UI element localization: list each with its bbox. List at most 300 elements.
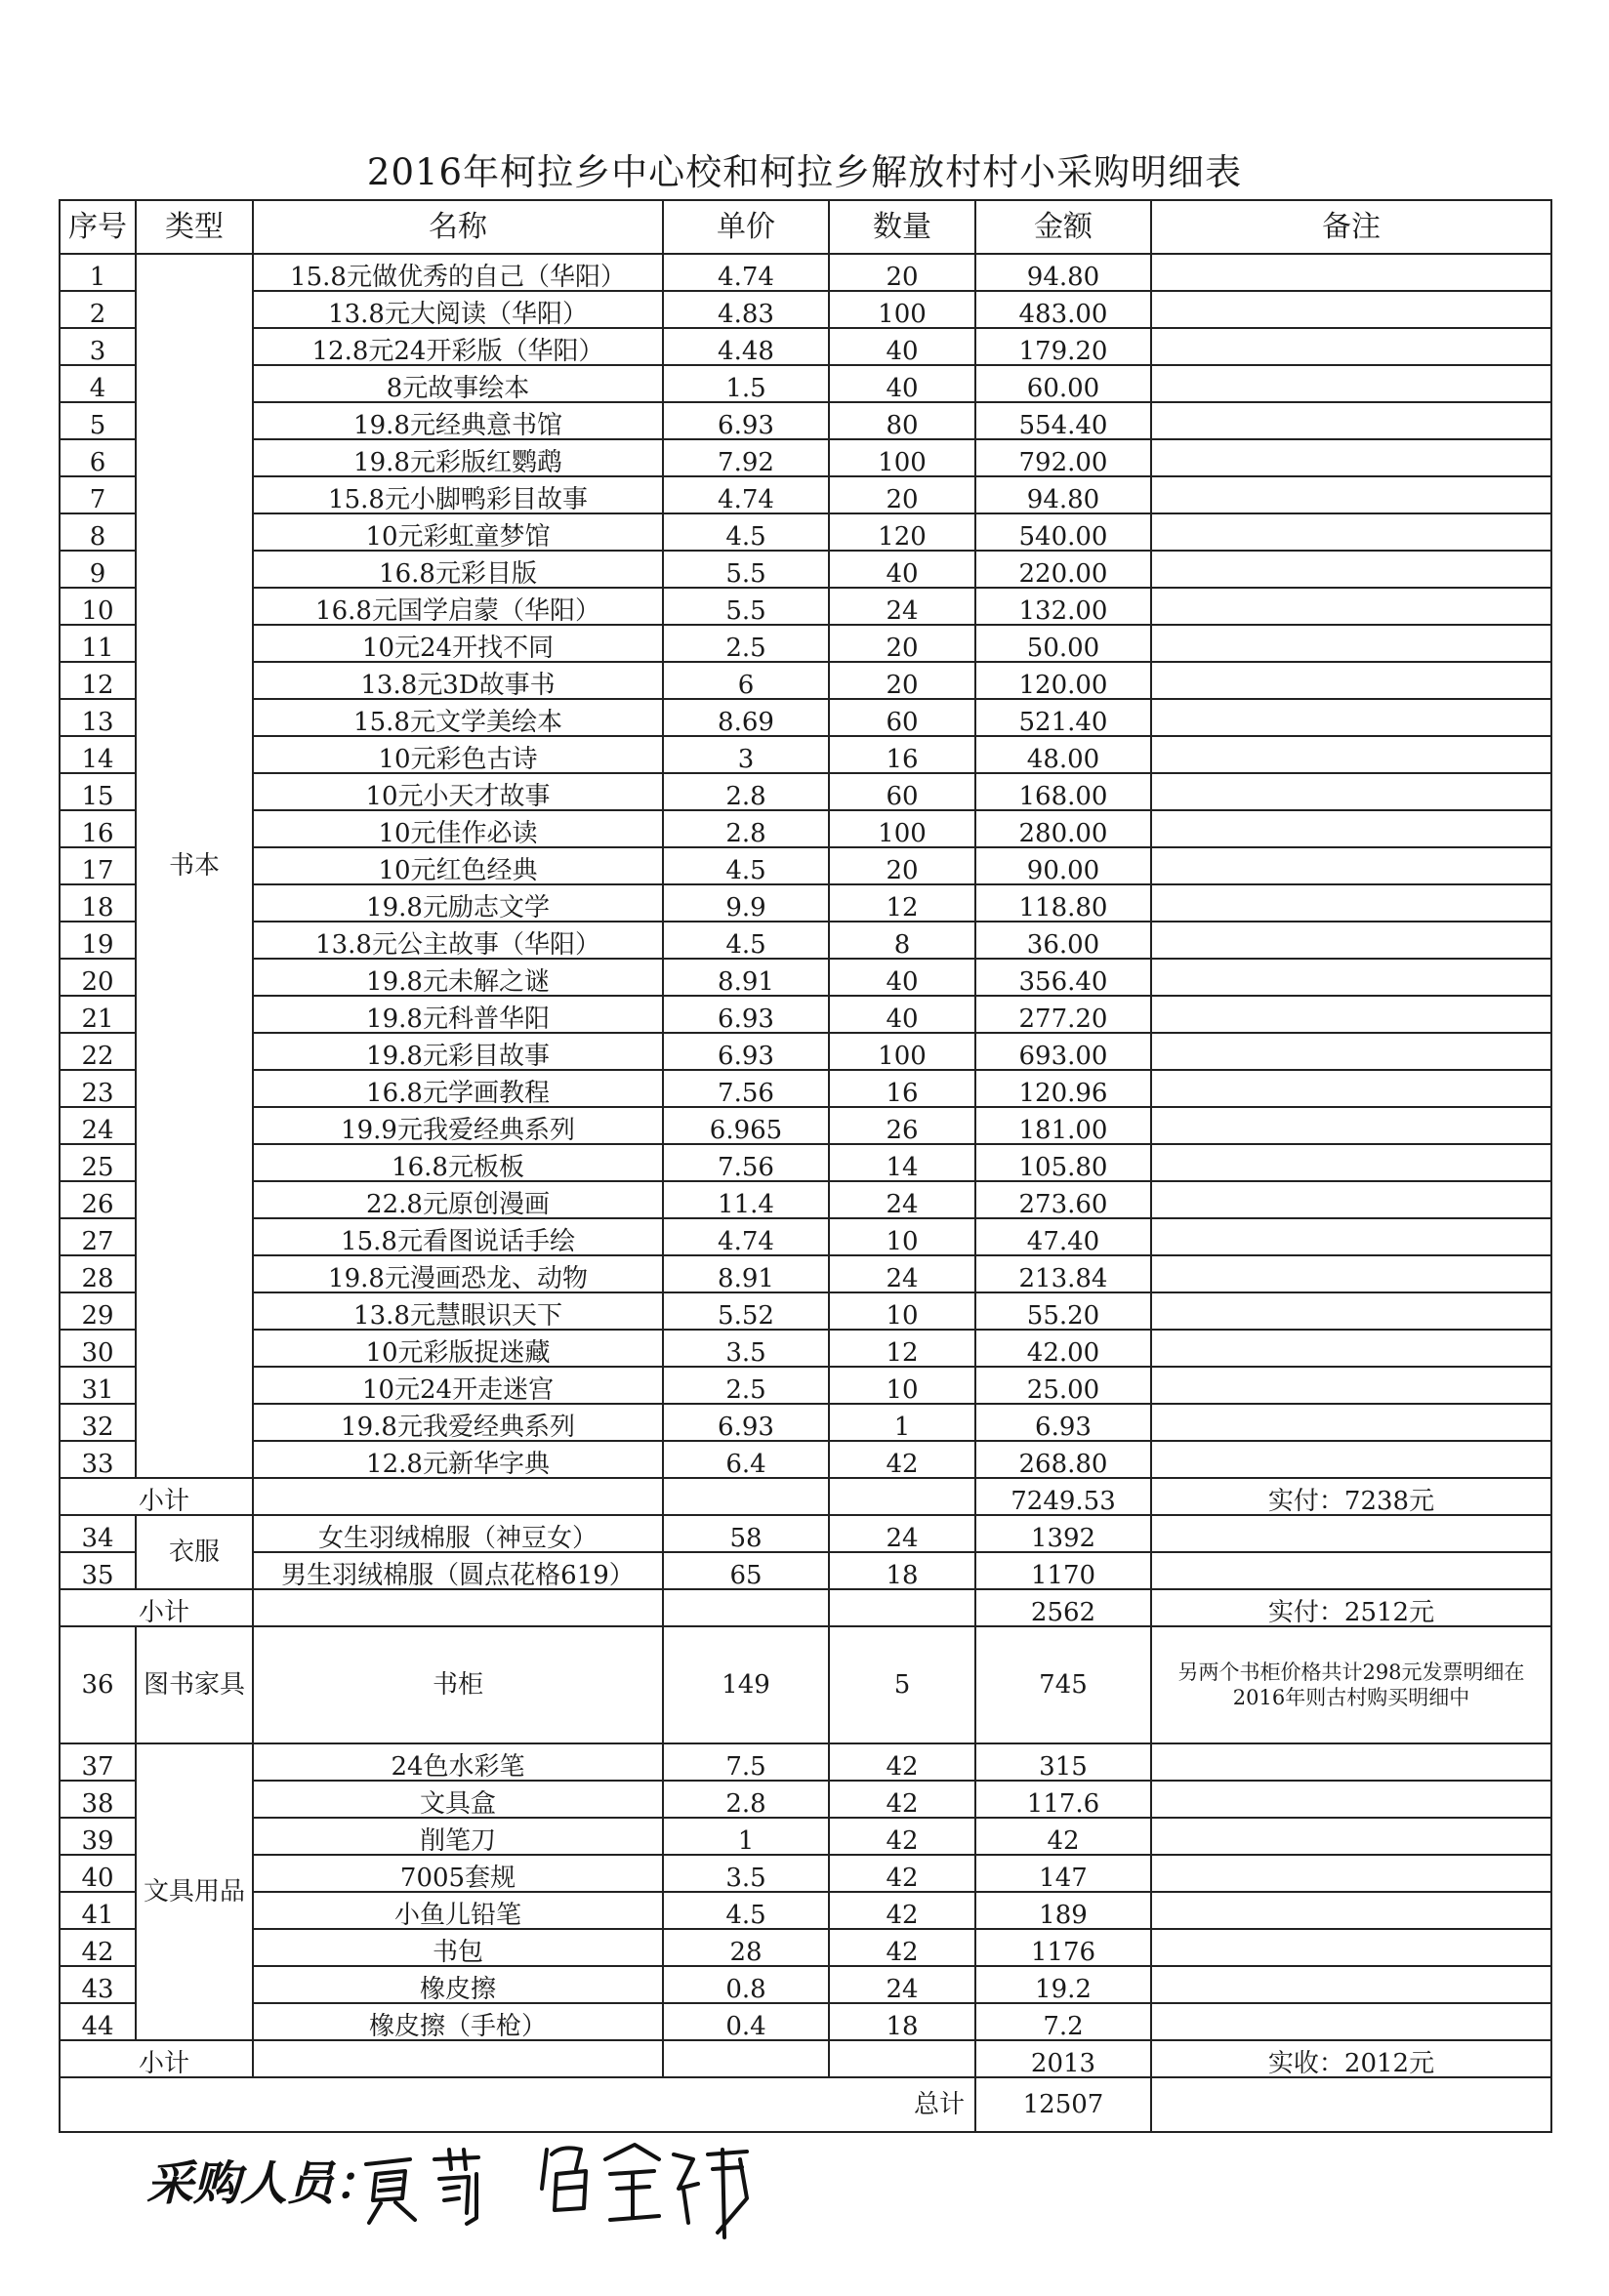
unit-price: 7.92 (663, 439, 829, 476)
row-number: 36 (60, 1626, 136, 1743)
note (1151, 1033, 1551, 1070)
subtotal-label: 小计 (60, 2040, 253, 2077)
amount: 47.40 (975, 1218, 1151, 1255)
amount: 179.20 (975, 328, 1151, 365)
table-row (60, 1033, 1551, 1070)
table-row (60, 625, 1551, 662)
note (1151, 662, 1551, 699)
item-name: 15.8元小脚鸭彩目故事 (253, 476, 663, 513)
quantity: 42 (829, 1743, 975, 1781)
row-number: 20 (60, 959, 136, 996)
note (1151, 847, 1551, 884)
amount: 315 (975, 1743, 1151, 1781)
unit-price: 6.965 (663, 1107, 829, 1144)
table-row (60, 773, 1551, 810)
unit-price: 28 (663, 1929, 829, 1966)
amount: 189 (975, 1892, 1151, 1929)
unit-price: 8.91 (663, 1255, 829, 1292)
unit-price: 5.5 (663, 588, 829, 625)
row-number: 15 (60, 773, 136, 810)
total-amount: 12507 (975, 2077, 1151, 2132)
quantity: 20 (829, 254, 975, 291)
item-name: 16.8元彩目版 (253, 551, 663, 588)
table-row (60, 662, 1551, 699)
item-name: 19.8元科普华阳 (253, 996, 663, 1033)
quantity: 20 (829, 662, 975, 699)
item-name: 19.8元我爱经典系列 (253, 1404, 663, 1441)
table-row (60, 1441, 1551, 1478)
unit-price: 0.4 (663, 2003, 829, 2040)
table-row (60, 1367, 1551, 1404)
quantity: 40 (829, 365, 975, 402)
item-name: 小鱼儿铅笔 (253, 1892, 663, 1929)
table-row (60, 551, 1551, 588)
item-name: 10元彩虹童梦馆 (253, 513, 663, 551)
unit-price: 4.83 (663, 291, 829, 328)
row-number: 4 (60, 365, 136, 402)
amount: 118.80 (975, 884, 1151, 922)
table-row (60, 1966, 1551, 2003)
table-row (60, 1515, 1551, 1552)
item-name: 女生羽绒棉服（神豆女） (253, 1515, 663, 1552)
table-row (60, 884, 1551, 922)
item-name: 16.8元学画教程 (253, 1070, 663, 1107)
unit-price: 7.56 (663, 1070, 829, 1107)
quantity: 16 (829, 736, 975, 773)
item-name: 16.8元国学启蒙（华阳） (253, 588, 663, 625)
subtotal-price-empty (663, 1589, 829, 1626)
quantity: 1 (829, 1404, 975, 1441)
subtotal-name-empty (253, 1478, 663, 1515)
item-name: 10元佳作必读 (253, 810, 663, 847)
item-name: 10元24开找不同 (253, 625, 663, 662)
row-number: 14 (60, 736, 136, 773)
quantity: 26 (829, 1107, 975, 1144)
item-name: 10元小天才故事 (253, 773, 663, 810)
note (1151, 476, 1551, 513)
item-name: 10元彩版捉迷藏 (253, 1330, 663, 1367)
row-number: 1 (60, 254, 136, 291)
unit-price: 11.4 (663, 1181, 829, 1218)
unit-price: 4.74 (663, 254, 829, 291)
table-row (60, 959, 1551, 996)
header-row (60, 200, 1551, 254)
quantity: 80 (829, 402, 975, 439)
amount: 42.00 (975, 1330, 1151, 1367)
purchase-table (59, 199, 1552, 2133)
row-number: 25 (60, 1144, 136, 1181)
quantity: 24 (829, 1966, 975, 2003)
subtotal-label: 小计 (60, 1478, 253, 1515)
item-name: 15.8元文学美绘本 (253, 699, 663, 736)
item-name: 13.8元慧眼识天下 (253, 1292, 663, 1330)
row-number: 30 (60, 1330, 136, 1367)
row-number: 11 (60, 625, 136, 662)
amount: 147 (975, 1855, 1151, 1892)
item-name: 男生羽绒棉服（圆点花格619） (253, 1552, 663, 1589)
unit-price: 8.91 (663, 959, 829, 996)
unit-price: 6.93 (663, 402, 829, 439)
note (1151, 625, 1551, 662)
row-number: 44 (60, 2003, 136, 2040)
table-row (60, 1929, 1551, 1966)
amount: 521.40 (975, 699, 1151, 736)
quantity: 10 (829, 1367, 975, 1404)
item-name: 16.8元板板 (253, 1144, 663, 1181)
subtotal-amount: 2013 (975, 2040, 1151, 2077)
item-name: 13.8元公主故事（华阳） (253, 922, 663, 959)
table-row (60, 513, 1551, 551)
note (1151, 254, 1551, 291)
item-name: 19.8元经典意书馆 (253, 402, 663, 439)
unit-price: 5.52 (663, 1292, 829, 1330)
note (1151, 513, 1551, 551)
item-name: 文具盒 (253, 1781, 663, 1818)
note: 另两个书柜价格共计298元发票明细在2016年则古村购买明细中 (1151, 1626, 1551, 1743)
note (1151, 1552, 1551, 1589)
quantity: 100 (829, 291, 975, 328)
subtotal-qty-empty (829, 2040, 975, 2077)
amount: 1176 (975, 1929, 1151, 1966)
item-name: 10元24开走迷宫 (253, 1367, 663, 1404)
note (1151, 1441, 1551, 1478)
quantity: 24 (829, 1515, 975, 1552)
note (1151, 1781, 1551, 1818)
unit-price: 4.48 (663, 328, 829, 365)
row-number: 40 (60, 1855, 136, 1892)
amount: 792.00 (975, 439, 1151, 476)
quantity: 24 (829, 588, 975, 625)
table-row (60, 1107, 1551, 1144)
row-number: 27 (60, 1218, 136, 1255)
table-row (60, 810, 1551, 847)
unit-price: 5.5 (663, 551, 829, 588)
amount: 280.00 (975, 810, 1151, 847)
note (1151, 1181, 1551, 1218)
amount: 132.00 (975, 588, 1151, 625)
row-number: 19 (60, 922, 136, 959)
amount: 50.00 (975, 625, 1151, 662)
subtotal-qty-empty (829, 1589, 975, 1626)
note (1151, 328, 1551, 365)
table-row (60, 476, 1551, 513)
quantity: 42 (829, 1818, 975, 1855)
note (1151, 1107, 1551, 1144)
table-row (60, 1070, 1551, 1107)
subtotal-note: 实付：7238元 (1151, 1478, 1551, 1515)
note (1151, 1070, 1551, 1107)
table-row (60, 402, 1551, 439)
quantity: 20 (829, 476, 975, 513)
amount: 277.20 (975, 996, 1151, 1033)
row-number: 37 (60, 1743, 136, 1781)
amount: 554.40 (975, 402, 1151, 439)
table-row (60, 1404, 1551, 1441)
table-row (60, 736, 1551, 773)
item-name: 19.8元励志文学 (253, 884, 663, 922)
quantity: 20 (829, 625, 975, 662)
total-label: 总计 (60, 2077, 975, 2132)
row-number: 29 (60, 1292, 136, 1330)
note (1151, 1255, 1551, 1292)
unit-price: 4.74 (663, 1218, 829, 1255)
row-number: 39 (60, 1818, 136, 1855)
subtotal-price-empty (663, 1478, 829, 1515)
table-row (60, 328, 1551, 365)
item-name: 7005套规 (253, 1855, 663, 1892)
note (1151, 1218, 1551, 1255)
unit-price: 1 (663, 1818, 829, 1855)
amount: 540.00 (975, 513, 1151, 551)
unit-price: 3.5 (663, 1855, 829, 1892)
amount: 356.40 (975, 959, 1151, 996)
row-number: 22 (60, 1033, 136, 1070)
unit-price: 6.93 (663, 1033, 829, 1070)
row-number: 32 (60, 1404, 136, 1441)
unit-price: 6.4 (663, 1441, 829, 1478)
table-row (60, 1218, 1551, 1255)
quantity: 5 (829, 1626, 975, 1743)
subtotal-qty-empty (829, 1478, 975, 1515)
amount: 90.00 (975, 847, 1151, 884)
item-name: 书柜 (253, 1626, 663, 1743)
item-name: 15.8元做优秀的自己（华阳） (253, 254, 663, 291)
row-number: 5 (60, 402, 136, 439)
row-number: 41 (60, 1892, 136, 1929)
row-number: 10 (60, 588, 136, 625)
subtotal-name-empty (253, 2040, 663, 2077)
note (1151, 922, 1551, 959)
table-row (60, 1626, 1551, 1743)
quantity: 14 (829, 1144, 975, 1181)
unit-price: 3 (663, 736, 829, 773)
unit-price: 7.56 (663, 1144, 829, 1181)
quantity: 60 (829, 699, 975, 736)
quantity: 100 (829, 810, 975, 847)
unit-price: 4.5 (663, 847, 829, 884)
row-number: 7 (60, 476, 136, 513)
row-number: 26 (60, 1181, 136, 1218)
note (1151, 1929, 1551, 1966)
amount: 94.80 (975, 476, 1151, 513)
note (1151, 1818, 1551, 1855)
quantity: 18 (829, 2003, 975, 2040)
amount: 105.80 (975, 1144, 1151, 1181)
table-row (60, 291, 1551, 328)
subtotal-amount: 2562 (975, 1589, 1151, 1626)
quantity: 12 (829, 884, 975, 922)
table-row (60, 588, 1551, 625)
unit-price: 9.9 (663, 884, 829, 922)
amount: 273.60 (975, 1181, 1151, 1218)
amount: 268.80 (975, 1441, 1151, 1478)
unit-price: 6.93 (663, 996, 829, 1033)
note (1151, 1892, 1551, 1929)
note (1151, 699, 1551, 736)
amount: 94.80 (975, 254, 1151, 291)
quantity: 40 (829, 959, 975, 996)
item-name: 12.8元新华字典 (253, 1441, 663, 1478)
row-number: 3 (60, 328, 136, 365)
row-number: 17 (60, 847, 136, 884)
note (1151, 551, 1551, 588)
table-row (60, 1255, 1551, 1292)
item-name: 书包 (253, 1929, 663, 1966)
total-note-empty (1151, 2077, 1551, 2132)
item-name: 24色水彩笔 (253, 1743, 663, 1781)
table-row (60, 1144, 1551, 1181)
header-cell-qty: 数量 (829, 200, 975, 254)
table-row (60, 922, 1551, 959)
quantity: 12 (829, 1330, 975, 1367)
signature-area (146, 2130, 830, 2247)
row-number: 43 (60, 1966, 136, 2003)
unit-price: 149 (663, 1626, 829, 1743)
amount: 745 (975, 1626, 1151, 1743)
quantity: 24 (829, 1181, 975, 1218)
note (1151, 402, 1551, 439)
item-name: 10元彩色古诗 (253, 736, 663, 773)
amount: 42 (975, 1818, 1151, 1855)
page-title: 2016年柯拉乡中心校和柯拉乡解放村村小采购明细表 (366, 151, 1243, 193)
category-cell: 书本 (136, 254, 253, 1478)
unit-price: 2.5 (663, 1367, 829, 1404)
item-name: 19.8元彩目故事 (253, 1033, 663, 1070)
row-number: 21 (60, 996, 136, 1033)
amount: 19.2 (975, 1966, 1151, 2003)
amount: 483.00 (975, 291, 1151, 328)
subtotal-name-empty (253, 1589, 663, 1626)
row-number: 38 (60, 1781, 136, 1818)
amount: 213.84 (975, 1255, 1151, 1292)
row-number: 42 (60, 1929, 136, 1966)
amount: 36.00 (975, 922, 1151, 959)
table-row (60, 996, 1551, 1033)
total-row (60, 2077, 1551, 2132)
unit-price: 3.5 (663, 1330, 829, 1367)
subtotal-note: 实付：2512元 (1151, 1589, 1551, 1626)
note (1151, 1367, 1551, 1404)
item-name: 10元红色经典 (253, 847, 663, 884)
table-row (60, 1743, 1551, 1781)
table-row (60, 1181, 1551, 1218)
quantity: 100 (829, 439, 975, 476)
quantity: 60 (829, 773, 975, 810)
table-row (60, 2003, 1551, 2040)
header-cell-name: 名称 (253, 200, 663, 254)
amount: 1392 (975, 1515, 1151, 1552)
table-row (60, 847, 1551, 884)
amount: 25.00 (975, 1367, 1151, 1404)
note (1151, 439, 1551, 476)
quantity: 20 (829, 847, 975, 884)
unit-price: 2.8 (663, 810, 829, 847)
quantity: 100 (829, 1033, 975, 1070)
subtotal-row (60, 2040, 1551, 2077)
header-cell-no: 序号 (60, 200, 136, 254)
table-row (60, 1892, 1551, 1929)
subtotal-price-empty (663, 2040, 829, 2077)
table-row (60, 1781, 1551, 1818)
quantity: 16 (829, 1070, 975, 1107)
unit-price: 4.5 (663, 922, 829, 959)
note (1151, 959, 1551, 996)
header-cell-note: 备注 (1151, 200, 1551, 254)
quantity: 42 (829, 1781, 975, 1818)
note (1151, 884, 1551, 922)
note (1151, 810, 1551, 847)
note (1151, 1515, 1551, 1552)
unit-price: 7.5 (663, 1743, 829, 1781)
unit-price: 2.8 (663, 1781, 829, 1818)
table-body (60, 200, 1551, 2132)
unit-price: 6.93 (663, 1404, 829, 1441)
table-row (60, 254, 1551, 291)
unit-price: 65 (663, 1552, 829, 1589)
row-number: 6 (60, 439, 136, 476)
note (1151, 996, 1551, 1033)
item-name: 22.8元原创漫画 (253, 1181, 663, 1218)
item-name: 橡皮擦（手枪） (253, 2003, 663, 2040)
amount: 181.00 (975, 1107, 1151, 1144)
amount: 168.00 (975, 773, 1151, 810)
handwritten-signature (361, 2130, 869, 2247)
quantity: 10 (829, 1218, 975, 1255)
row-number: 34 (60, 1515, 136, 1552)
quantity: 10 (829, 1292, 975, 1330)
quantity: 40 (829, 328, 975, 365)
subtotal-row (60, 1478, 1551, 1515)
amount: 117.6 (975, 1781, 1151, 1818)
subtotal-row (60, 1589, 1551, 1626)
row-number: 31 (60, 1367, 136, 1404)
item-name: 8元故事绘本 (253, 365, 663, 402)
table-row (60, 1330, 1551, 1367)
row-number: 35 (60, 1552, 136, 1589)
amount: 693.00 (975, 1033, 1151, 1070)
row-number: 33 (60, 1441, 136, 1478)
note (1151, 773, 1551, 810)
quantity: 8 (829, 922, 975, 959)
row-number: 9 (60, 551, 136, 588)
note (1151, 1144, 1551, 1181)
amount: 220.00 (975, 551, 1151, 588)
amount: 55.20 (975, 1292, 1151, 1330)
unit-price: 2.8 (663, 773, 829, 810)
amount: 48.00 (975, 736, 1151, 773)
item-name: 19.8元漫画恐龙、动物 (253, 1255, 663, 1292)
table-row (60, 439, 1551, 476)
unit-price: 0.8 (663, 1966, 829, 2003)
amount: 1170 (975, 1552, 1151, 1589)
category-cell: 文具用品 (136, 1743, 253, 2040)
unit-price: 2.5 (663, 625, 829, 662)
quantity: 42 (829, 1441, 975, 1478)
row-number: 28 (60, 1255, 136, 1292)
unit-price: 4.5 (663, 1892, 829, 1929)
note (1151, 736, 1551, 773)
quantity: 18 (829, 1552, 975, 1589)
quantity: 42 (829, 1855, 975, 1892)
quantity: 40 (829, 996, 975, 1033)
quantity: 42 (829, 1929, 975, 1966)
note (1151, 1966, 1551, 2003)
item-name: 12.8元24开彩版（华阳） (253, 328, 663, 365)
note (1151, 1743, 1551, 1781)
unit-price: 58 (663, 1515, 829, 1552)
header-cell-amount: 金额 (975, 200, 1151, 254)
item-name: 19.8元彩版红鹦鹉 (253, 439, 663, 476)
